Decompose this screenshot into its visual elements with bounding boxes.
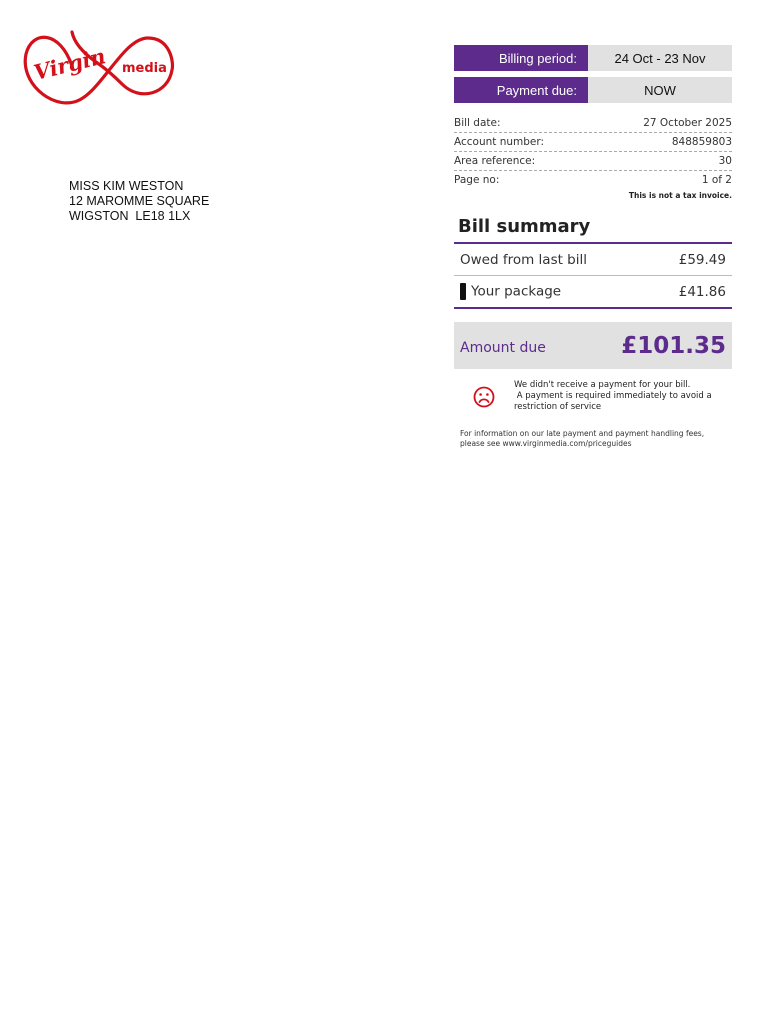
notice-text: We didn't receive a payment for your bill. A payment is required immediately to avoid a restriction of service (514, 380, 712, 412)
address-line-town: WIGSTON LE18 1LX (69, 209, 191, 223)
tax-note: This is not a tax invoice. (628, 191, 732, 200)
billing-period-row (454, 45, 732, 71)
bill-date-row (454, 114, 732, 133)
svg-text:media: media (122, 61, 167, 76)
amount-due-label: Amount due (460, 339, 546, 356)
area-reference-value: 30 (718, 155, 732, 167)
summary-row-package (454, 276, 732, 309)
bill-date-label: Bill date: (454, 117, 501, 129)
area-reference-label: Area reference: (454, 155, 536, 167)
payment-notice (454, 380, 732, 413)
page-no-value: 1 of 2 (701, 174, 732, 186)
account-number-label: Account number: (454, 136, 545, 148)
bill-panel (454, 45, 732, 449)
page-no-label: Page no: (454, 174, 500, 186)
summary-row-owed (454, 244, 732, 276)
svg-text:Virgin: Virgin (31, 43, 108, 86)
bill-meta (454, 114, 732, 200)
amount-due-value: £101.35 (621, 332, 726, 359)
bill-summary-title: Bill summary (454, 216, 732, 244)
address-line-street: 12 MAROMME SQUARE (69, 194, 210, 208)
payment-due-row (454, 77, 732, 103)
billing-period-label: Billing period: (454, 45, 588, 71)
amount-due-box (454, 322, 732, 369)
payment-due-value: NOW (588, 77, 732, 103)
virgin-media-logo (22, 22, 176, 110)
package-label: Your package (471, 283, 562, 300)
payment-due-label: Payment due: (454, 77, 588, 103)
package-value: £41.86 (678, 283, 726, 300)
sad-face-icon (454, 380, 514, 413)
account-number-value: 848859803 (671, 136, 732, 148)
area-reference-row (454, 152, 732, 171)
package-bar-icon (460, 283, 466, 300)
package-label-wrap (460, 283, 561, 300)
late-payment-footnote: For information on our late payment and payment handling fees, please see www.virginmedia.com/priceguides (460, 429, 705, 448)
page-no-row (454, 171, 732, 189)
account-number-row (454, 133, 732, 152)
recipient-address (69, 179, 209, 224)
address-line-name: MISS KIM WESTON (69, 179, 184, 193)
virgin-media-logo-icon (22, 22, 176, 110)
owed-value: £59.49 (678, 251, 726, 268)
owed-label: Owed from last bill (460, 251, 588, 268)
billing-period-value: 24 Oct - 23 Nov (588, 45, 732, 71)
bill-date-value: 27 October 2025 (643, 117, 732, 129)
